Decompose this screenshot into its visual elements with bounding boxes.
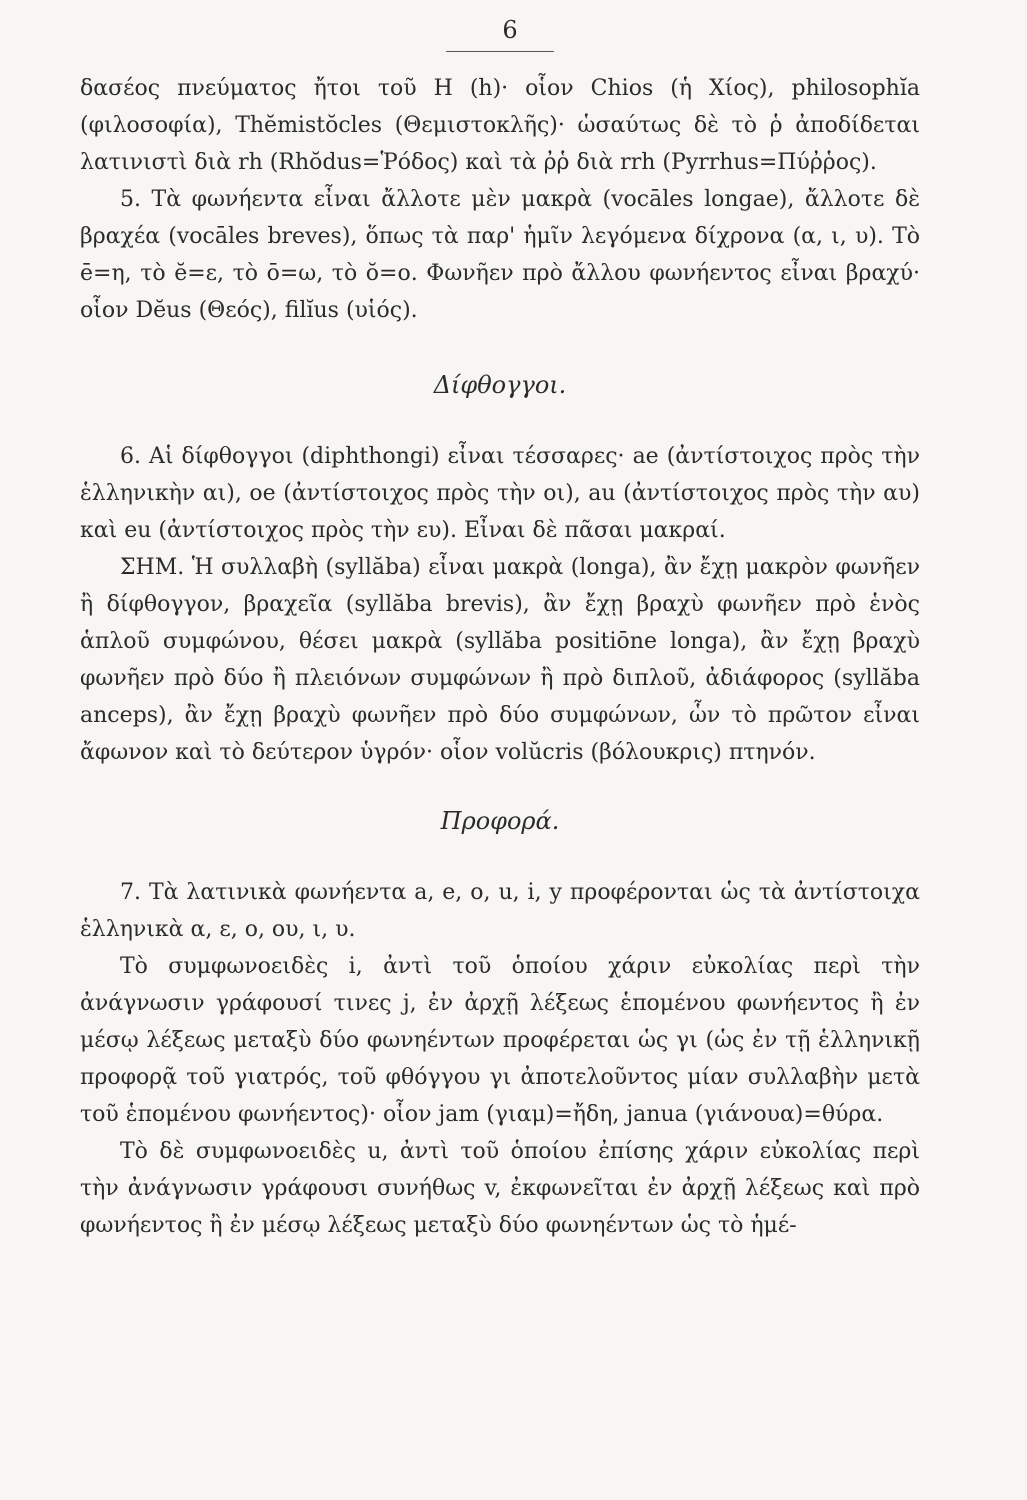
paragraph-consonantal-u: Τὸ δὲ συμφωνοειδὲς u, ἀντὶ τοῦ ὁποίου ἐπίσης χάριν εὐκολίας περὶ τὴν ἀνάγνωσιν γράφουσι συνήθως v, ἐκφωνεῖται ἐν ἀρχῇ λέξεως καὶ πρὸ φωνήεντος ἢ ἐν μέσῳ λέξεως μεταξὺ δύο φωνηέντων ὡς τὸ ἡμέ- — [80, 1139, 920, 1238]
paragraph-consonantal-i: Τὸ συμφωνοειδὲς i, ἀντὶ τοῦ ὁποίου χάριν εὐκολίας περὶ τὴν ἀνάγνωσιν γράφουσί τινες j, ἐν ἀρχῇ λέξεως ἑπομένου φωνήεντος ἢ ἐν μέσῳ λέξεως μεταξὺ δύο φωνηέντων προφέρεται ὡς γι (ὡς ἐν τῇ ἑλληνικῇ προφορᾷ τοῦ γιατρός, τοῦ φθόγγου γι ἀποτελοῦντος μίαν συλλαβὴν μετὰ τοῦ ἑπομένου φωνήεντος)· οἷον jam (γιαμ)=ἤδη, janua (γιάνουα)=θύρα. — [80, 954, 920, 1127]
paragraph-section-5: 5. Τὰ φωνήεντα εἶναι ἄλλοτε μὲν μακρὰ (vocāles longae), ἄλλοτε δὲ βραχέα (vocāles breves), ὅπως τὰ παρ' ἡμῖν λεγόμενα δίχρονα (α, ι, υ). Τὸ ē=η, τὸ ĕ=ε, τὸ ō=ω, τὸ ŏ=ο. Φωνῆεν πρὸ ἄλλου φωνήεντος εἶναι βραχύ· οἷον Dĕus (Θεός), filĭus (υἱός). — [80, 187, 920, 323]
heading-diphthongs: Δίφθογγοι. — [433, 371, 567, 399]
heading-pronunciation: Προφορά. — [440, 807, 560, 835]
page-number-rule — [446, 51, 554, 52]
page-number: 6 — [502, 16, 518, 44]
page-body — [80, 70, 920, 1244]
paragraph-continuation: δασέος πνεύματος ἤτοι τοῦ H (h)· οἷον Chios (ἡ Χίος), philosophĭa (φιλοσοφία), Thĕmistŏcles (Θεμιστοκλῆς)· ὡσαύτως δὲ τὸ ῥ ἀποδίδεται λατινιστὶ διὰ rh (Rhŏdus=Ῥόδος) καὶ τὰ ῤῥ διὰ rrh (Pyrrhus=Πύῤῥος). — [80, 76, 920, 175]
paragraph-section-6: 6. Αἱ δίφθογγοι (diphthongi) εἶναι τέσσαρες· ae (ἀντίστοιχος πρὸς τὴν ἑλληνικὴν αι), oe (ἀντίστοιχος πρὸς τὴν οι), au (ἀντίστοιχος πρὸς τὴν αυ) καὶ eu (ἀντίστοιχος πρὸς τὴν ευ). Εἶναι δὲ πᾶσαι μακραί. — [80, 444, 920, 543]
paragraph-section-7: 7. Τὰ λατινικὰ φωνήεντα a, e, o, u, i, y προφέρονται ὡς τὰ ἀντίστοιχα ἑλληνικὰ α, ε, ο, ου, ι, υ. — [80, 880, 920, 942]
book-page — [80, 0, 920, 1500]
paragraph-note-syllable: ΣΗΜ. Ἡ συλλαβὴ (syllăba) εἶναι μακρὰ (longa), ἂν ἔχῃ μακρὸν φωνῆεν ἢ δίφθογγον, βραχεῖα (syllăba brevis), ἂν ἔχῃ βραχὺ φωνῆεν πρὸ ἑνὸς ἁπλοῦ συμφώνου, θέσει μακρὰ (syllăba positiōne longa), ἂν ἔχῃ βραχὺ φωνῆεν πρὸ δύο ἢ πλειόνων συμφώνων ἢ πρὸ διπλοῦ, ἀδιάφορος (syllăba anceps), ἂν ἔχῃ βραχὺ φωνῆεν πρὸ δύο συμφώνων, ὧν τὸ πρῶτον εἶναι ἄφωνον καὶ τὸ δεύτερον ὑγρόν· οἷον volŭcris (βόλουκρις) πτηνόν. — [80, 555, 920, 765]
